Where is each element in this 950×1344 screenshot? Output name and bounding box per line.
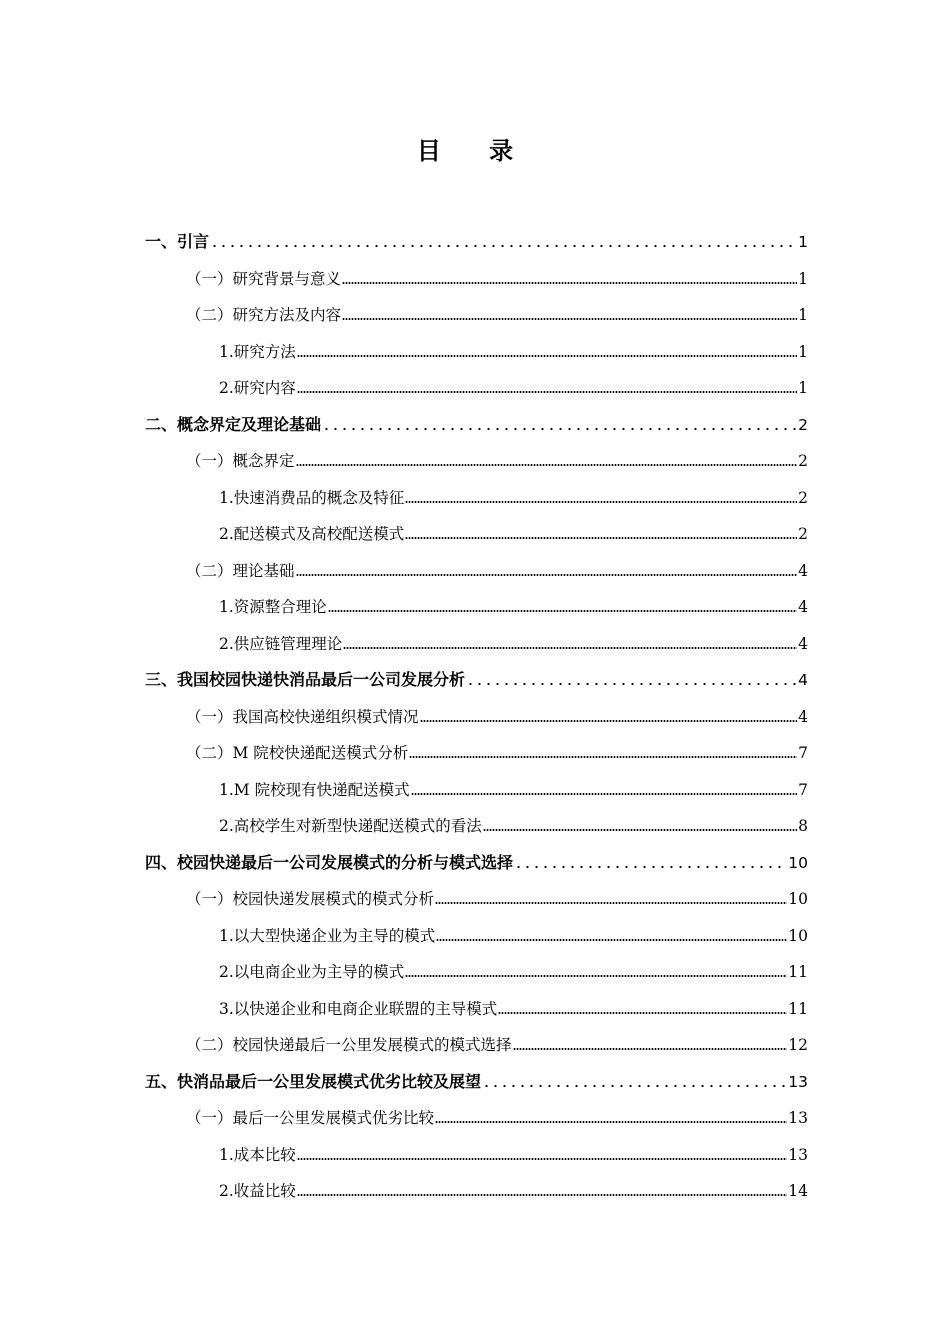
toc-page-number: 4 (798, 598, 808, 616)
toc-page-number: 13 (788, 1145, 808, 1164)
toc-entry-title: （一）最后一公里发展模式优劣比较 (186, 1109, 435, 1127)
toc-dot-leader (342, 317, 797, 321)
toc-entry-level-2[interactable] (186, 1105, 808, 1129)
toc-entry-level-3[interactable] (219, 485, 808, 509)
toc-page-number: 13 (788, 1109, 808, 1127)
toc-dot-leader (322, 427, 797, 431)
toc-page-number: 2 (798, 415, 808, 434)
toc-dot-leader (405, 974, 787, 978)
toc-entry-title: 1.快速消费品的概念及特征 (219, 488, 405, 507)
toc-dot-leader (514, 865, 787, 869)
toc-page-number: 14 (788, 1182, 808, 1200)
toc-page-number: 1 (798, 306, 808, 324)
toc-dot-leader (435, 1120, 787, 1124)
toc-entry-level-2[interactable] (186, 558, 808, 582)
toc-page-number: 10 (788, 853, 808, 872)
toc-entry-title: 3.以快递企业和电商企业联盟的主导模式 (219, 999, 498, 1018)
toc-dot-leader (498, 1011, 787, 1015)
toc-page-number: 13 (788, 1072, 808, 1091)
toc-dot-leader (466, 682, 797, 686)
toc-entry-title: 四、校园快递最后一公司发展模式的分析与模式选择 (145, 852, 514, 872)
toc-page-number: 7 (798, 744, 808, 762)
toc-entry-title: （一）校园快递发展模式的模式分析 (186, 890, 435, 908)
toc-entry-title: （一）我国高校快递组织模式情况 (186, 707, 419, 726)
toc-entry-title: 一、引言 (145, 232, 210, 251)
toc-entry-title: 1.以大型快递企业为主导的模式 (219, 926, 436, 945)
toc-entry-title: 2.高校学生对新型快递配送模式的看法 (219, 817, 482, 835)
toc-dot-leader (297, 1193, 787, 1197)
toc-dot-leader (342, 281, 797, 285)
toc-entry-title: （二）校园快递最后一公里发展模式的模式选择 (186, 1036, 512, 1054)
toc-dot-leader (297, 354, 797, 358)
toc-dot-leader (409, 755, 797, 759)
toc-entry-level-1[interactable] (145, 850, 808, 874)
toc-entry-title: 2.研究内容 (219, 379, 296, 397)
toc-entry-level-3[interactable] (219, 594, 808, 618)
toc-page-number: 1 (798, 342, 808, 361)
toc-dot-leader (420, 719, 798, 723)
toc-dot-leader (483, 828, 797, 832)
toc-page-number: 4 (798, 561, 808, 580)
toc-dot-leader (482, 1084, 787, 1088)
toc-page-number: 4 (798, 707, 808, 726)
toc-entry-level-1[interactable] (145, 412, 808, 436)
toc-entry-title: 五、快消品最后一公里发展模式优劣比较及展望 (145, 1071, 482, 1091)
toc-dot-leader (297, 1157, 787, 1161)
toc-page-number: 4 (798, 671, 808, 689)
toc-entry-level-3[interactable] (219, 631, 808, 655)
toc-entry-level-1[interactable] (145, 667, 808, 691)
toc-entry-title: 1.成本比较 (219, 1145, 296, 1164)
toc-entry-level-1[interactable] (145, 1069, 808, 1093)
toc-page-number: 10 (788, 890, 808, 908)
toc-entry-level-2[interactable] (186, 886, 808, 910)
toc-page-number: 8 (798, 817, 808, 835)
toc-dot-leader (297, 390, 797, 394)
toc-entry-level-2[interactable] (186, 448, 808, 472)
toc-dot-leader (343, 646, 797, 650)
toc-page-number: 2 (798, 525, 808, 543)
toc-entry-level-3[interactable] (219, 521, 808, 545)
toc-page-number: 1 (798, 269, 808, 288)
toc-dot-leader (405, 500, 797, 504)
toc-page-number: 11 (788, 999, 808, 1018)
toc-entry-title: 1.资源整合理论 (219, 598, 327, 616)
toc-entry-title: 2.收益比较 (219, 1182, 296, 1200)
toc-dot-leader (296, 463, 798, 467)
toc-dot-leader (435, 901, 787, 905)
toc-page-number: 1 (798, 379, 808, 397)
toc-entry-level-2[interactable] (186, 302, 808, 326)
toc-dot-leader (296, 573, 798, 577)
toc-entry-title: （二）研究方法及内容 (186, 306, 342, 324)
toc-dot-leader (210, 244, 797, 248)
toc-entry-level-1[interactable] (145, 229, 808, 253)
toc-entry-level-3[interactable] (219, 923, 808, 947)
toc-entry-level-2[interactable] (186, 1032, 808, 1056)
toc-entry-level-2[interactable] (186, 740, 808, 764)
toc-entry-level-3[interactable] (219, 339, 808, 363)
toc-entry-title: 1.研究方法 (219, 342, 296, 361)
toc-entry-title: 二、概念界定及理论基础 (145, 414, 322, 434)
toc-page-number: 7 (798, 780, 808, 799)
toc-dot-leader (436, 938, 787, 942)
toc-entry-title: 2.供应链管理理论 (219, 634, 343, 653)
toc-entry-title: 1.M 院校现有快递配送模式 (219, 780, 410, 799)
toc-dot-leader (328, 609, 797, 613)
toc-entry-title: （一）研究背景与意义 (186, 269, 342, 288)
toc-entry-level-2[interactable] (186, 266, 808, 290)
toc-entry-title: 三、我国校园快递快消品最后一公司发展分析 (145, 670, 466, 689)
toc-page-number: 10 (788, 926, 808, 945)
toc-entry-title: （二）理论基础 (186, 561, 295, 580)
toc-entry-title: （一）概念界定 (186, 452, 295, 470)
toc-page-number: 1 (798, 233, 808, 251)
toc-dot-leader (513, 1047, 788, 1051)
toc-entry-level-3[interactable] (219, 777, 808, 801)
toc-entry-level-3[interactable] (219, 996, 808, 1020)
toc-entry-title: 2.配送模式及高校配送模式 (219, 525, 405, 543)
toc-entry-level-3[interactable] (219, 813, 808, 837)
toc-entry-level-3[interactable] (219, 375, 808, 399)
toc-page-number: 2 (798, 488, 808, 507)
toc-page-number: 4 (798, 634, 808, 653)
toc-entry-title: （二）M 院校快递配送模式分析 (186, 744, 409, 762)
page-title: 目 录 (416, 137, 534, 165)
toc-entry-level-3[interactable] (219, 1178, 808, 1202)
toc-entry-title: 2.以电商企业为主导的模式 (219, 963, 405, 981)
toc-page-number: 12 (788, 1036, 808, 1054)
toc-entry-level-3[interactable] (219, 959, 808, 983)
toc-entry-level-3[interactable] (219, 1142, 808, 1166)
toc-entry-level-2[interactable] (186, 704, 808, 728)
toc-dot-leader (411, 792, 798, 796)
toc-page-number: 11 (788, 963, 808, 981)
toc-dot-leader (405, 536, 797, 540)
toc-page-number: 2 (798, 452, 808, 470)
